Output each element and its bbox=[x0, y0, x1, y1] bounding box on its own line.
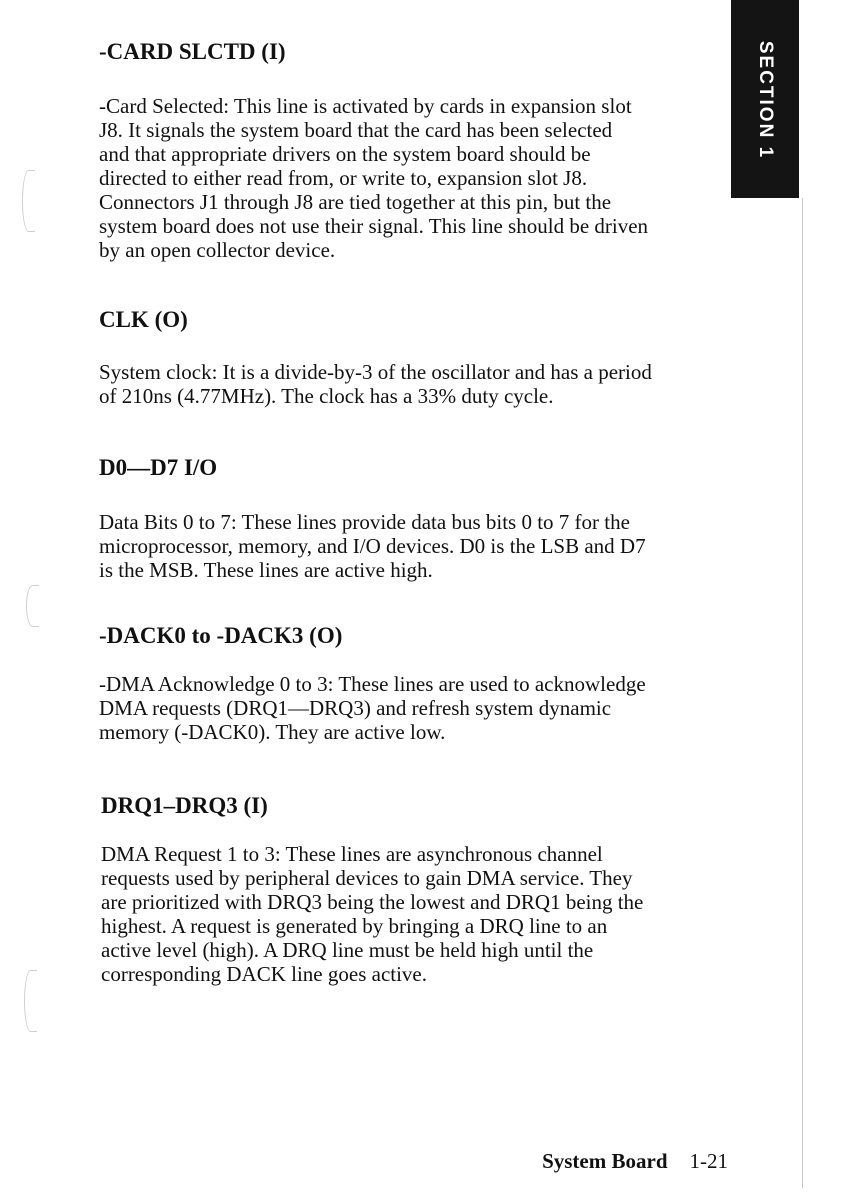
section-tab-label: SECTION 1 bbox=[755, 40, 776, 160]
signal-section-dack bbox=[99, 622, 739, 744]
section-body: -DMA Acknowledge 0 to 3: These lines are used to acknowledge DMA requests (DRQ1—DRQ3) and refresh system dynamic memory (-DACK0). They are active low. bbox=[99, 672, 646, 744]
section-tab bbox=[731, 0, 799, 198]
signal-section-clk bbox=[99, 306, 739, 408]
margin-rule bbox=[802, 198, 803, 1188]
footer-title: System Board bbox=[542, 1149, 668, 1173]
signal-section-d0-d7 bbox=[99, 454, 739, 582]
signal-section-card-slctd bbox=[99, 38, 739, 262]
section-body: System clock: It is a divide-by-3 of the oscillator and has a period of 210ns (4.77MHz). The clock has a 33% duty cycle. bbox=[99, 360, 652, 408]
section-heading: -CARD SLCTD (I) bbox=[99, 39, 286, 64]
binder-hole-mark bbox=[26, 585, 39, 627]
binder-hole-mark bbox=[22, 170, 35, 232]
page-number: 1-21 bbox=[689, 1149, 728, 1173]
section-body: -Card Selected: This line is activated by cards in expansion slot J8. It signals the system board that the card has been selected and that appropriate drivers on the system board should be directed to either read from, or write to, expansion slot J8. Connectors J1 through J8 are tied together at this pin, but the system board does not use their signal. This line should be driven by an open collector device. bbox=[99, 94, 649, 262]
section-heading: -DACK0 to -DACK3 (O) bbox=[99, 623, 343, 648]
section-heading: CLK (O) bbox=[99, 307, 188, 332]
binder-hole-mark bbox=[24, 970, 37, 1032]
signal-section-drq bbox=[101, 792, 741, 986]
page-footer bbox=[542, 1149, 728, 1174]
section-body: DMA Request 1 to 3: These lines are asynchronous channel requests used by peripheral devices to gain DMA service. They are prioritized with DRQ3 being the lowest and DRQ1 being the highest. A request is generated by bringing a DRQ line to an active level (high). A DRQ line must be held high until the corresponding DACK line goes active. bbox=[101, 842, 644, 986]
section-body: Data Bits 0 to 7: These lines provide data bus bits 0 to 7 for the microprocessor, memory, and I/O devices. D0 is the LSB and D7 is the MSB. These lines are active high. bbox=[99, 510, 646, 582]
section-heading: DRQ1–DRQ3 (I) bbox=[101, 793, 268, 818]
section-heading: D0—D7 I/O bbox=[99, 455, 218, 480]
